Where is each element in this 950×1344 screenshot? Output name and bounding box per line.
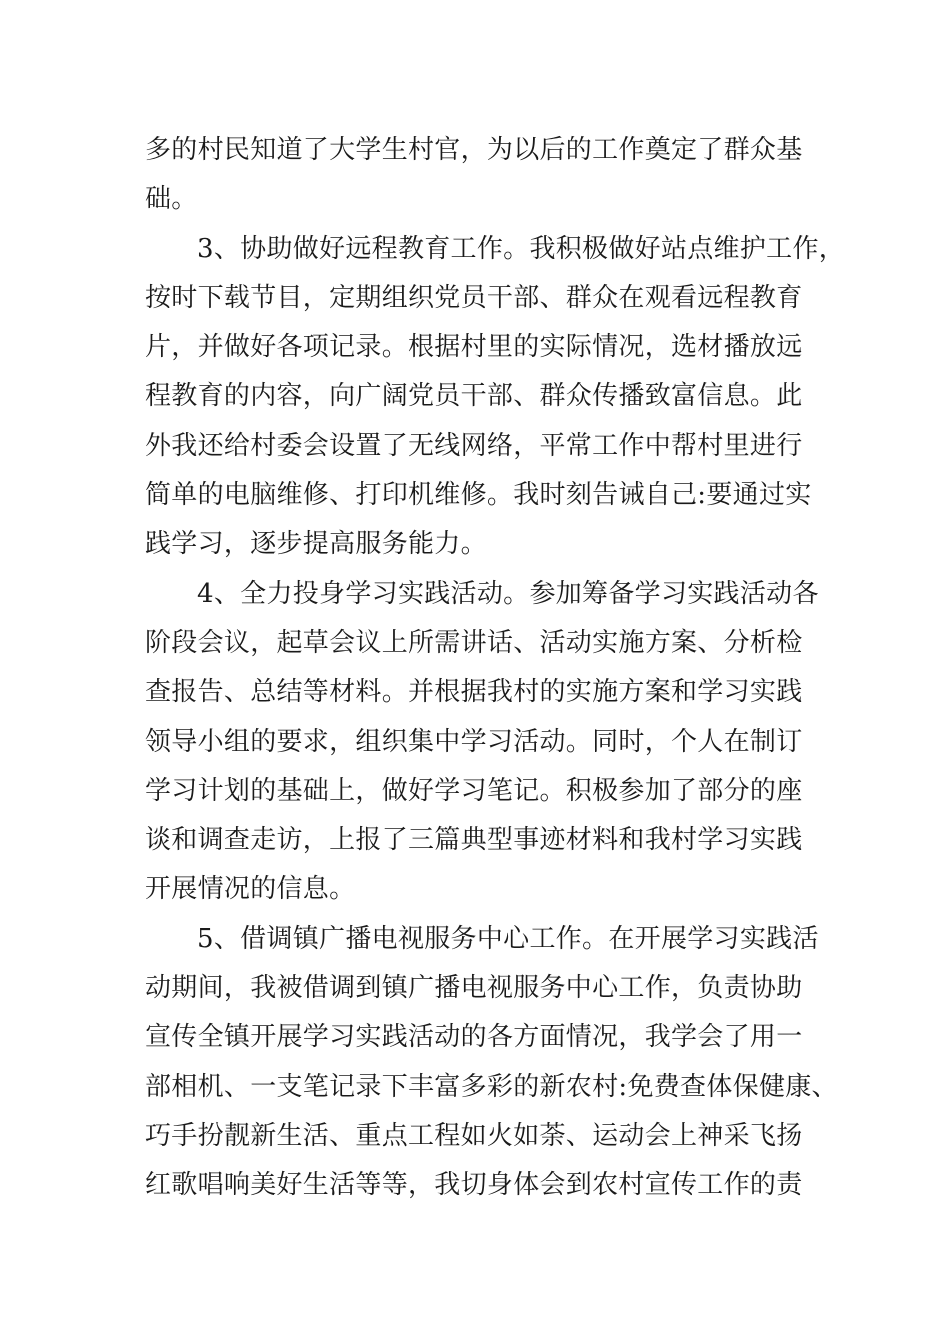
- text-line: 巧手扮靓新生活、重点工程如火如荼、运动会上神采飞扬: [145, 1120, 803, 1151]
- text-line: 按时下载节目，定期组织党员干部、群众在观看远程教育: [145, 282, 803, 313]
- text-line: 片，并做好各项记录。根据村里的实际情况，选材播放远: [145, 332, 803, 363]
- paragraph-4-first-line: 4、全力投身学习实践活动。参加筹备学习实践活动各: [197, 578, 819, 609]
- text-line: 学习计划的基础上，做好学习笔记。积极参加了部分的座: [145, 775, 803, 806]
- text-line: 开展情况的信息。: [145, 874, 356, 905]
- text-line: 阶段会议，起草会议上所需讲话、活动实施方案、分析检: [145, 627, 803, 658]
- text-line: 宣传全镇开展学习实践活动的各方面情况，我学会了用一: [145, 1022, 803, 1053]
- paragraph-3-first-line: 3、协助做好远程教育工作。我积极做好站点维护工作，: [197, 233, 846, 264]
- text-line: 多的村民知道了大学生村官，为以后的工作奠定了群众基: [145, 135, 803, 165]
- text-line: 部相机、一支笔记录下丰富多彩的新农村:免费查体保健康、: [145, 1071, 838, 1102]
- text-line: 谈和调查走访，上报了三篇典型事迹材料和我村学习实践: [145, 825, 803, 856]
- text-line: 外我还给村委会设置了无线网络，平常工作中帮村里进行: [145, 430, 803, 461]
- text-line: 查报告、总结等材料。并根据我村的实施方案和学习实践: [145, 677, 803, 708]
- text-line: 程教育的内容，向广阔党员干部、群众传播致富信息。此: [145, 381, 803, 412]
- text-line: 础。: [145, 184, 198, 215]
- body-text: [145, 126, 846, 1211]
- text-line: 践学习，逐步提高服务能力。: [145, 529, 487, 560]
- text-line: 红歌唱响美好生活等等，我切身体会到农村宣传工作的责: [145, 1170, 803, 1201]
- text-line: 动期间，我被借调到镇广播电视服务中心工作，负责协助: [145, 973, 803, 1004]
- text-line: 简单的电脑维修、打印机维修。我时刻告诫自己:要通过实: [145, 480, 812, 511]
- paragraph-5-first-line: 5、借调镇广播电视服务中心工作。在开展学习实践活: [197, 923, 819, 954]
- text-line: 领导小组的要求，组织集中学习活动。同时，个人在制订: [145, 726, 803, 757]
